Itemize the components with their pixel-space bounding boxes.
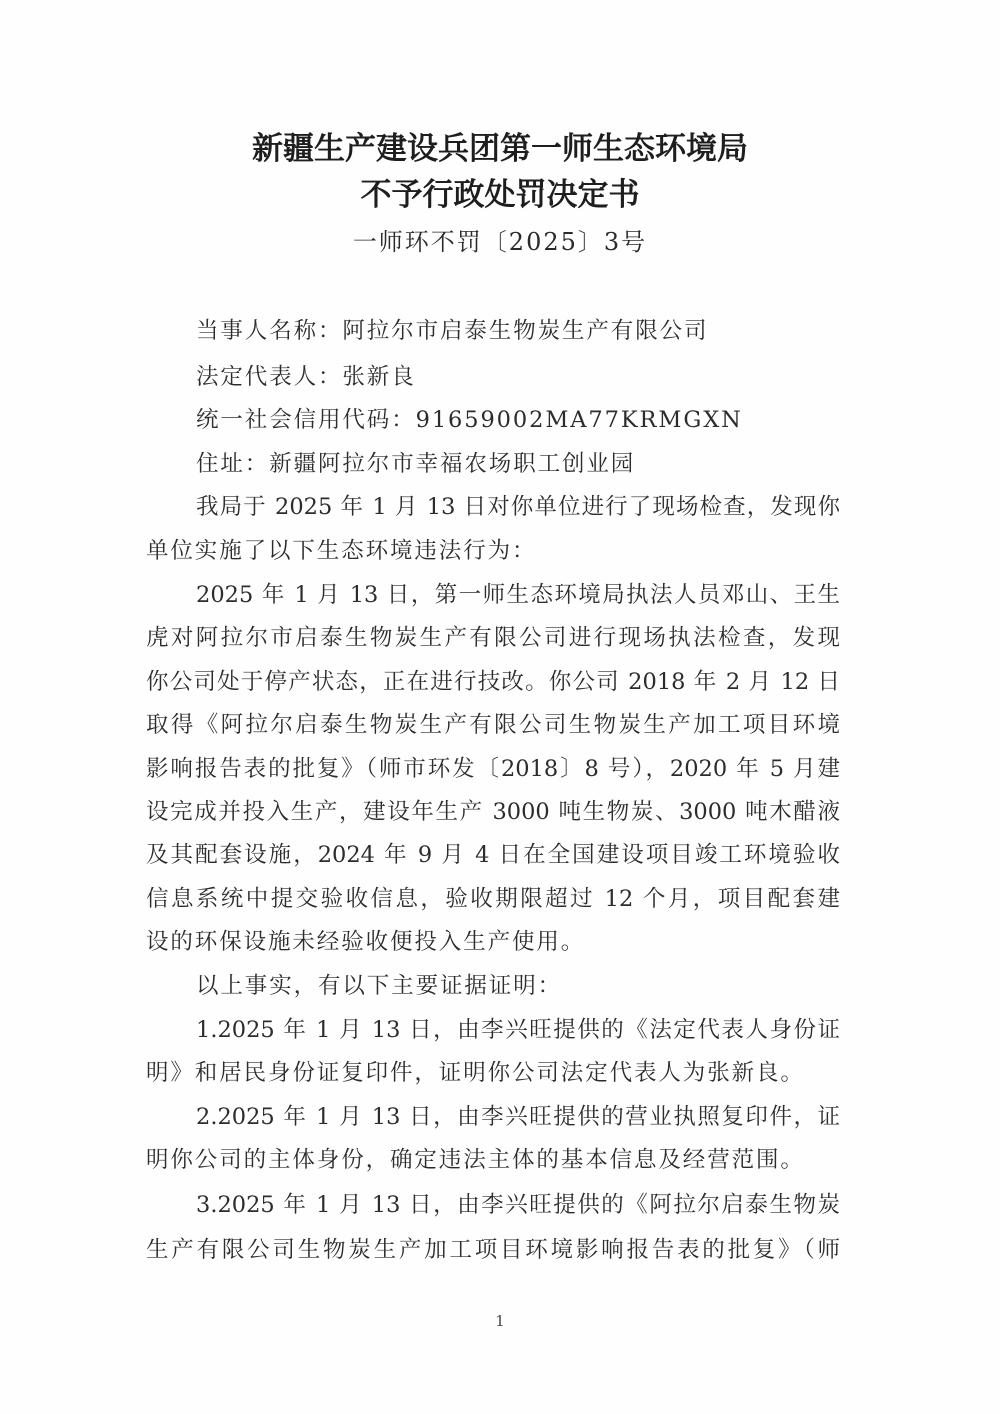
document-title-type: 不予行政处罚决定书 <box>360 177 640 213</box>
legal-representative: 法定代表人：张新良 <box>196 364 416 390</box>
credit-code: 统一社会信用代码：91659002MA77KRMGXN <box>196 407 743 433</box>
evidence-item-3: 3.2025 年 1 月 13 日，由李兴旺提供的《阿拉尔启泰生物炭 <box>196 1192 840 1218</box>
body-line: 取得《阿拉尔启泰生物炭生产有限公司生物炭生产加工项目环境 <box>146 712 840 738</box>
party-name: 当事人名称：阿拉尔市启泰生物炭生产有限公司 <box>196 318 709 344</box>
evidence-item-2: 2.2025 年 1 月 13 日，由李兴旺提供的营业执照复印件，证 <box>196 1104 840 1130</box>
body-line: 2025 年 1 月 13 日，第一师生态环境局执法人员邓山、王生 <box>196 582 840 608</box>
body-line: 影响报告表的批复》（师市环发〔2018〕8 号），2020 年 5 月建 <box>146 756 840 782</box>
page-number: 1 <box>495 1312 505 1330</box>
body-line: 以上事实，有以下主要证据证明： <box>196 973 563 999</box>
body-line: 设的环保设施未经验收便投入生产使用。 <box>146 929 586 955</box>
body-line: 单位实施了以下生态环境违法行为： <box>146 538 537 564</box>
body-line: 虎对阿拉尔市启泰生物炭生产有限公司进行现场执法检查，发现 <box>146 625 840 651</box>
address: 住址：新疆阿拉尔市幸福农场职工创业园 <box>196 451 636 477</box>
document-title-issuer: 新疆生产建设兵团第一师生态环境局 <box>252 131 748 167</box>
document-number: 一师环不罚〔2025〕3号 <box>352 228 648 256</box>
evidence-item-3-cont: 生产有限公司生物炭生产加工项目环境影响报告表的批复》（师 <box>146 1237 840 1263</box>
evidence-item-2-cont: 明你公司的主体身份，确定违法主体的基本信息及经营范围。 <box>146 1147 805 1173</box>
body-line: 及其配套设施，2024 年 9 月 4 日在全国建设项目竣工环境验收 <box>146 842 840 868</box>
body-line: 你公司处于停产状态，正在进行技改。你公司 2018 年 2 月 12 日 <box>146 669 840 695</box>
evidence-item-1-cont: 明》和居民身份证复印件，证明你公司法定代表人为张新良。 <box>146 1060 805 1086</box>
body-line: 设完成并投入生产，建设年生产 3000 吨生物炭、3000 吨木醋液 <box>146 799 840 825</box>
body-line: 我局于 2025 年 1 月 13 日对你单位进行了现场检查，发现你 <box>196 494 840 520</box>
evidence-item-1: 1.2025 年 1 月 13 日，由李兴旺提供的《法定代表人身份证 <box>196 1017 840 1043</box>
body-line: 信息系统中提交验收信息，验收期限超过 12 个月，项目配套建 <box>146 886 840 912</box>
